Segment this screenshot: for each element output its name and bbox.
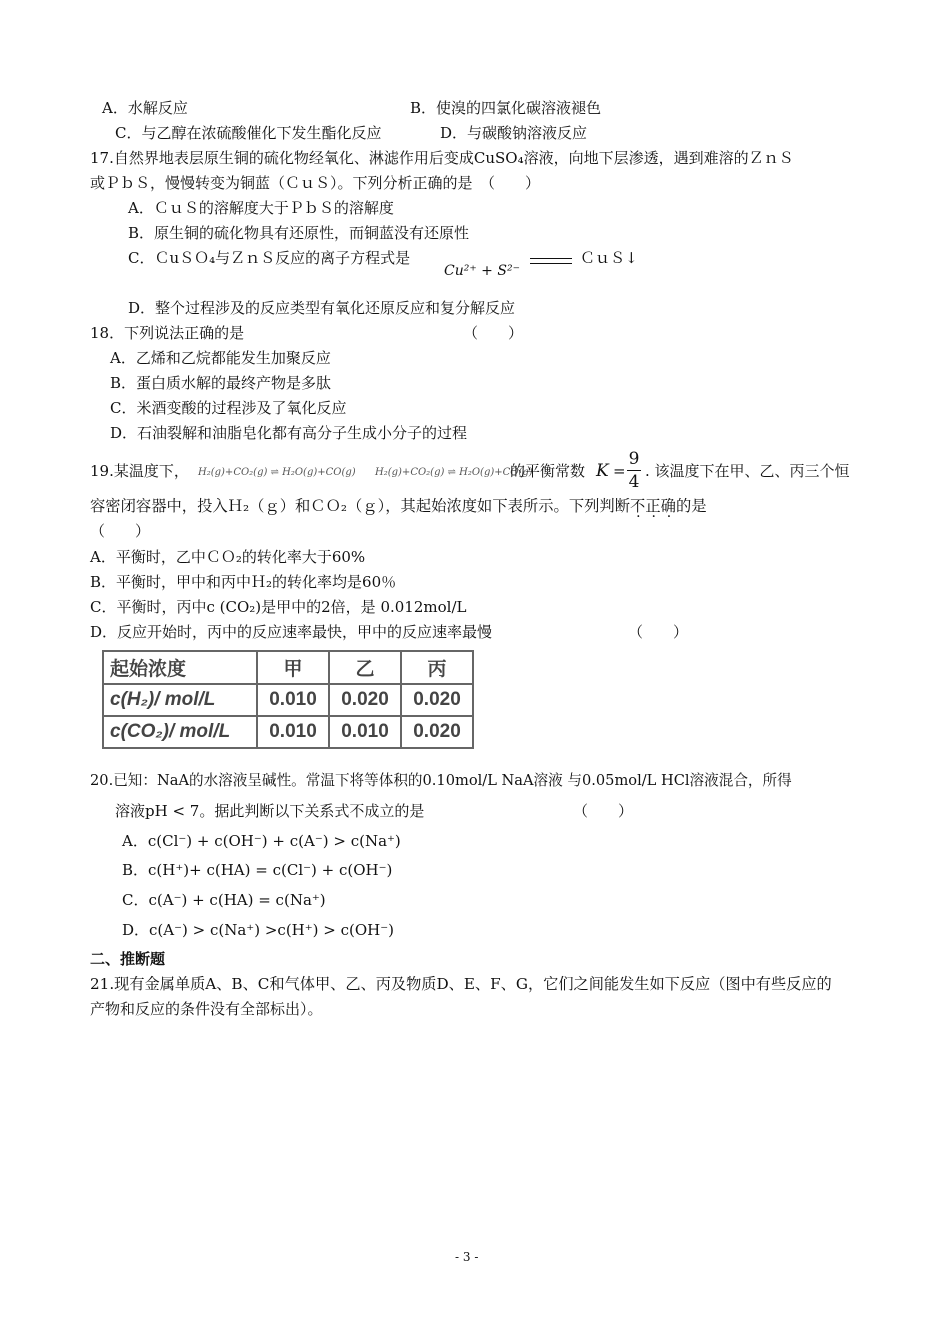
table-row <box>103 716 473 748</box>
q19-stem-prefix: 19.某温度下， <box>90 462 189 480</box>
q18-stem: 18．下列说法正确的是 <box>90 324 245 342</box>
q19-stem-line2 <box>90 496 707 516</box>
q17-stem-line2: 或ＰｂＳ，慢慢转变为铜蓝（ＣｕＳ）。下列分析正确的是 （ ） <box>90 174 541 192</box>
q19-reaction-2: H₂(g)+CO₂(g) ⇌ H₂O(g)+CO(g) <box>375 467 533 478</box>
k-fraction <box>627 448 641 493</box>
initial-concentration-table <box>102 650 474 749</box>
table-cell: 0.010 <box>257 684 329 716</box>
q20-answer-paren: （ ） <box>573 802 634 820</box>
q18-option-b: B．蛋白质水解的最终产物是多肽 <box>110 374 332 392</box>
k-denominator: 4 <box>628 472 640 492</box>
table-row <box>103 684 473 716</box>
table-cell: c(CO₂)/ mol/L <box>103 716 257 748</box>
section-heading: 二、推断题 <box>90 950 166 968</box>
q18-option-c: C．米酒变酸的过程涉及了氧化反应 <box>110 399 347 417</box>
q17-equation-left: Cu²⁺ + S²⁻ <box>444 263 520 279</box>
q17-option-d: D．整个过程涉及的反应类型有氧化还原反应和复分解反应 <box>128 299 516 317</box>
table-header-cell: 乙 <box>329 651 401 684</box>
table-cell: 0.010 <box>257 716 329 748</box>
q19-option-c: C．平衡时，丙中c (CO₂)是甲中的2倍，是 0.012mol/L <box>90 598 467 616</box>
q19-option-a: A．平衡时，乙中ＣＯ₂的转化率大于60% <box>90 548 366 566</box>
q16-option-a: A．水解反应 <box>102 99 188 117</box>
table-header-cell: 甲 <box>257 651 329 684</box>
table-cell: 0.010 <box>329 716 401 748</box>
q19-emphasis: 不正确 <box>630 497 676 515</box>
q20-stem-line2: 溶液pH < 7。据此判断以下关系式不成立的是 <box>115 802 425 820</box>
q18-answer-paren: （ ） <box>463 324 524 342</box>
q17-equation-right: ＣｕＳ↓ <box>580 249 638 267</box>
q16-option-b: B．使溴的四氯化碳溶液褪色 <box>410 99 602 117</box>
q19-answer-paren: （ ） <box>90 522 151 540</box>
q19-option-d: D．反应开始时，丙中的反应速率最快，甲中的反应速率最慢 <box>90 623 493 641</box>
q17-option-c: C．ＣuＳＯ₄与ＺｎＳ反应的离子方程式是 <box>128 249 411 267</box>
equals: = <box>613 462 626 480</box>
q20-stem-line1: 20.已知：NaA的水溶液呈碱性。常温下将等体积的0.10mol/L NaA溶液 与0.05mol/L HCl溶液混合，所得 <box>90 772 792 789</box>
table-cell: 0.020 <box>401 716 473 748</box>
q18-option-a: A．乙烯和乙烷都能发生加聚反应 <box>110 349 331 367</box>
table-cell: 0.020 <box>329 684 401 716</box>
q20-option-c: C．c(A⁻) + c(HA) = c(Na⁺) <box>122 891 326 909</box>
q19-option-b: B．平衡时，甲中和丙中Ｈ₂的转化率均是60％ <box>90 573 397 591</box>
k-symbol: K <box>596 461 609 481</box>
table-header-cell: 丙 <box>401 651 473 684</box>
table-cell: 0.020 <box>401 684 473 716</box>
q20-option-d: D．c(A⁻) > c(Na⁺) >c(H⁺) > c(OH⁻) <box>122 921 395 939</box>
q19-stem-suffix: . 该温度下在甲、乙、丙三个恒 <box>645 462 850 480</box>
table-cell: c(H₂)/ mol/L <box>103 684 257 716</box>
q20-option-a: A．c(Cl⁻) + c(OH⁻) + c(A⁻) > c(Na⁺) <box>122 832 401 850</box>
q18-option-d: D．石油裂解和油脂皂化都有高分子生成小分子的过程 <box>110 424 468 442</box>
q16-option-d: D．与碳酸钠溶液反应 <box>440 124 588 142</box>
q19-stem2-suffix: 的是 <box>675 497 707 515</box>
q17-option-b: B．原生铜的硫化物具有还原性，而铜蓝没有还原性 <box>128 224 470 242</box>
table-header-cell: 起始浓度 <box>103 651 257 684</box>
page-number: - 3 - <box>455 1250 479 1264</box>
q16-option-c: C．与乙醇在浓硫酸催化下发生酯化反应 <box>115 124 382 142</box>
q20-option-b: B．c(H⁺)+ c(HA) = c(Cl⁻) + c(OH⁻) <box>122 861 393 879</box>
q17-stem-line1: 17.自然界地表层原生铜的硫化物经氧化、淋滤作用后变成CuSO₄溶液，向地下层渗透，遇到难溶的ＺｎＳ <box>90 149 794 167</box>
q19-d-paren: （ ） <box>628 623 689 641</box>
q17-option-a: A．ＣｕＳ的溶解度大于ＰｂＳ的溶解度 <box>128 199 394 217</box>
table-header-row <box>103 651 473 684</box>
q19-stem2-prefix: 容密闭容器中，投入Ｈ₂（ｇ）和ＣＯ₂（ｇ），其起始浓度如下表所示。下列判断 <box>90 497 631 515</box>
q21-stem-line2: 产物和反应的条件没有全部标出）。 <box>90 1000 323 1018</box>
q21-stem-line1: 21.现有金属单质A、B、C和气体甲、乙、丙及物质D、E、F、G，它们之间能发生如下反应（图中有些反应的 <box>90 975 832 993</box>
q19-stem-mid: 的平衡常数 <box>510 462 586 480</box>
k-numerator: 9 <box>628 449 640 469</box>
q19-reaction: H₂(g)+CO₂(g) ⇌ H₂O(g)+CO(g) <box>198 467 356 478</box>
equals-sign <box>530 258 572 264</box>
